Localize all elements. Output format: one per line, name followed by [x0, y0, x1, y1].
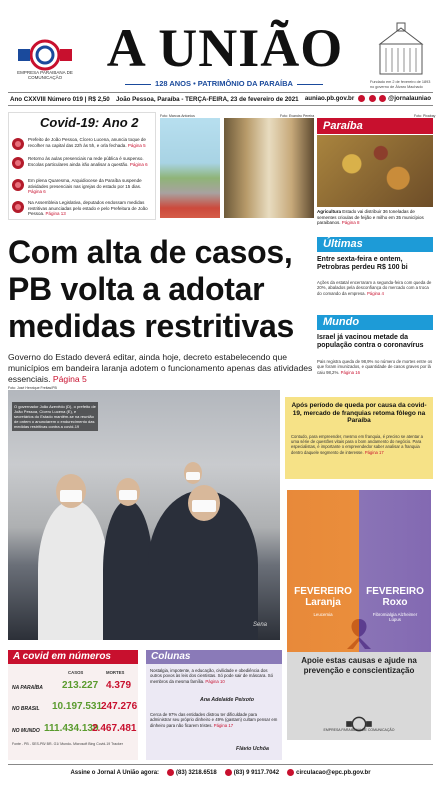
page-ref: Página 16 — [340, 369, 361, 375]
deaths-value: 2.467.481 — [92, 723, 137, 734]
phone-1[interactable] — [167, 769, 217, 776]
covid-item-text: Em plena Quaresma, Arquidiocese da Paraíba suspende atividades presenciais nas igrejas do estado por 15 dias. — [28, 178, 142, 189]
mask — [186, 472, 200, 480]
ultimas-text: Ações da estatal encerraram a segunda-feira com queda de 20%, abalados pela desconfiança do mercado com a troca do comando da empresa. — [317, 280, 432, 296]
page-ref: Página 13 — [45, 211, 66, 216]
photo2-credit: Foto: Evandro Pereira — [280, 114, 315, 118]
column-text: Nostalgia, impotente, a educação, civilidade e obediência dos outros povos às leis dos cientistas. Só pode sair de máscara. Só membros da mesma família. — [150, 668, 274, 684]
paraiba-story[interactable] — [317, 209, 433, 226]
paraiba-highlight: Agricultura — [317, 209, 342, 214]
page-ref: Página 5 — [127, 142, 146, 148]
covid-numbers-source: Fonte - PB - SES-PB/ BR- G1/ Mundo- Microsoft Bing Covid-19 Tracker — [12, 742, 123, 746]
subscription-footer — [8, 764, 433, 780]
covid-item-text: Retorno às aulas presenciais na rede pública é suspenso. Escolas particulares ainda irão analisar a questão. — [28, 156, 144, 167]
section-ultimas-header[interactable]: Últimas — [317, 237, 433, 252]
info-bar — [8, 92, 433, 106]
section-mundo-header[interactable]: Mundo — [317, 315, 433, 330]
main-headline[interactable]: Com alta de casos, PB volta a adotar medidas restritivas — [8, 234, 295, 344]
ultimas-title[interactable]: Entre sexta-feira e ontem, Petrobras perdeu R$ 100 bi — [317, 256, 408, 272]
email-link[interactable] — [287, 769, 370, 776]
phone-1-text: (83) 3218.6518 — [176, 770, 217, 777]
row-label: NA PARAÍBA — [12, 685, 43, 691]
ad-left-sub: Leucemia — [313, 612, 333, 617]
covid-numbers-header: A covid em números — [8, 650, 138, 664]
person-left — [38, 500, 108, 640]
mundo-body — [317, 359, 433, 375]
church-interior-photo — [224, 118, 314, 218]
page-ref: Página 17 — [213, 722, 234, 728]
awareness-ribbon-icon — [339, 615, 379, 651]
page-ref: Página 17 — [364, 449, 384, 455]
seeds-photo — [317, 135, 433, 207]
tagline: 128 ANOS • PATRIMÔNIO DA PARAÍBA — [118, 79, 330, 88]
col-deaths: MORTES — [106, 670, 125, 675]
founded-note: Fundado em 2 de fevereiro de 1893 no governo de Álvaro Machado — [370, 80, 431, 89]
instagram-icon[interactable] — [369, 95, 376, 102]
column-author: Ana Adelaide Peixoto — [200, 697, 254, 703]
page-ref: Página 10 — [205, 678, 225, 684]
ad-right-title: FEVEREIRO Roxo — [366, 586, 424, 608]
email-icon — [287, 769, 294, 776]
ad-left-title: FEVEREIRO Laranja — [294, 586, 352, 608]
whatsapp-icon — [225, 769, 232, 776]
column-author: Flávio Uchôa — [236, 746, 269, 752]
mask — [192, 500, 216, 512]
covid-box-title: Covid-19: Ano 2 — [40, 115, 139, 130]
page-ref: Página 6 — [28, 189, 46, 194]
mundo-text: Pais registra queda de 98,9% no número de mortes entre os que foram imunizados, e quantidade de casos graves por lá caiu 98,2%. — [317, 359, 433, 375]
virus-icon — [12, 138, 24, 150]
phone-2[interactable] — [225, 769, 279, 776]
social-handle[interactable]: @jornalauniao — [388, 95, 431, 103]
dateline: João Pessoa, Paraíba - TERÇA-FEIRA, 23 de fevereiro de 2021 — [115, 95, 299, 103]
main-photo-credit: Foto: José Henrique Freitas/PB — [8, 386, 57, 390]
ad-logo-text: EMPRESA PARAIBANA DE COMUNICAÇÃO — [323, 728, 395, 732]
empty-street-photo — [160, 118, 220, 218]
subhead-text: Governo do Estado deverá editar, ainda hoje, decreto estabelecendo que municípios em bandeira laranja adotem o funcionamento apenas das atividades essenciais. — [8, 352, 313, 384]
colunas-header[interactable]: Colunas — [146, 650, 282, 664]
phone-2-text: (83) 9 9117.7042 — [233, 770, 280, 777]
cases-value: 213.227 — [62, 680, 99, 691]
main-photo-caption: O governador João Azevêdo (D), o prefeito de João Pessoa, Cícero Lucena (E), e secretários do Estado mantêm-se na reunião de ontem o anunciarem o endurecimento das medidas restritivas contra a covid-19 — [12, 402, 98, 431]
email-text: circulacao@epc.pb.gov.br — [296, 770, 371, 777]
page-ref[interactable]: Página 5 — [52, 374, 87, 384]
column-item[interactable] — [150, 712, 278, 728]
row-label: NO MUNDO — [12, 728, 40, 734]
epc-logo-icon — [14, 36, 76, 74]
virus-icon — [12, 179, 24, 191]
paraiba-photo-credit: Foto: Pixabay — [414, 114, 436, 118]
page-ref: Página 4 — [366, 290, 384, 296]
franchise-body — [291, 434, 427, 455]
newspaper-title: A UNIÃO — [106, 18, 344, 78]
photo1-credit: Foto: Marcus Antonius — [160, 114, 195, 118]
franchise-title[interactable]: Após período de queda por causa da covid-19, mercado de franquias retoma fôlego na Paraíba — [291, 402, 427, 425]
logo-text: EMPRESA PARAIBANA DE COMUNICAÇÃO — [17, 70, 73, 80]
edition-info: Ano CXXVIII Número 019 | R$ 2,50 — [10, 95, 110, 103]
row-label: NO BRASIL — [12, 706, 40, 712]
building-illustration-icon — [372, 20, 430, 78]
site-link[interactable]: auniao.pb.gov.br — [304, 95, 355, 103]
covid-item[interactable] — [12, 200, 152, 217]
covid-item-text: Prefeito de João Pessoa, Cícero Lucena, anuncia toque de recolher na capital das 22h às 5h, e orla fechada. — [28, 137, 146, 148]
person-second — [103, 500, 153, 640]
mask — [119, 490, 137, 500]
cases-value: 111.434.139 — [44, 723, 99, 734]
main-subhead — [8, 352, 318, 385]
mask — [60, 490, 82, 502]
deaths-value: 247.276 — [101, 701, 138, 712]
covid-item-text: Na Assembleia Legislativa, deputados endossam medidas restritivas anunciadas pelo estado e pelo Prefeitura de João Pessoa. — [28, 200, 148, 216]
page-ref: Página 6 — [129, 161, 148, 167]
col-cases: CASOS — [68, 670, 84, 675]
facebook-icon[interactable] — [358, 95, 365, 102]
footer-label: Assine o Jornal A União agora: — [70, 769, 160, 776]
deaths-value: 4.379 — [106, 680, 132, 691]
cases-value: 10.197.531 — [52, 701, 103, 712]
covid-item[interactable] — [12, 178, 152, 195]
ad-slogan: Apoie estas causas e ajude na prevenção e conscientização — [287, 652, 431, 680]
photo-watermark: Sena — [253, 622, 268, 628]
section-paraiba-header[interactable]: Paraíba — [317, 118, 433, 134]
virus-icon — [12, 201, 24, 213]
ad-right-sub: Fibromialgia Alzheimer Lúpus — [372, 612, 418, 623]
column-item[interactable] — [150, 668, 278, 684]
covid-item[interactable] — [12, 137, 152, 148]
franchise-text: Contudo, para empreender, mesmo em franquia, é preciso se atentar a uma série de questões vitais para o bom andamento do negócio. Para especialistas, é importante o empreendedor saber analisar a franquia dentro daquele segmento de interesse. — [291, 434, 423, 455]
phone-icon — [167, 769, 174, 776]
covid-item[interactable] — [12, 156, 152, 167]
column-text: Cerca de 97% das entidades distrou ter dificuldade para administrar seu próprio dinheiro e 49% (gastam) cultam pensar em dinheiro para não ficarem tristes. — [150, 712, 278, 728]
page-ref: Página 8 — [341, 220, 360, 225]
paraiba-text: Estado vai distribuir 36 toneladas de sementes crioulas de feijão e milho em 35 municípios paraibanos. — [317, 209, 424, 225]
mundo-title[interactable]: Israel já vacinou metade da população contra o coronavírus — [317, 334, 424, 350]
virus-icon — [12, 157, 24, 169]
twitter-icon[interactable] — [379, 95, 386, 102]
ultimas-body — [317, 280, 433, 296]
